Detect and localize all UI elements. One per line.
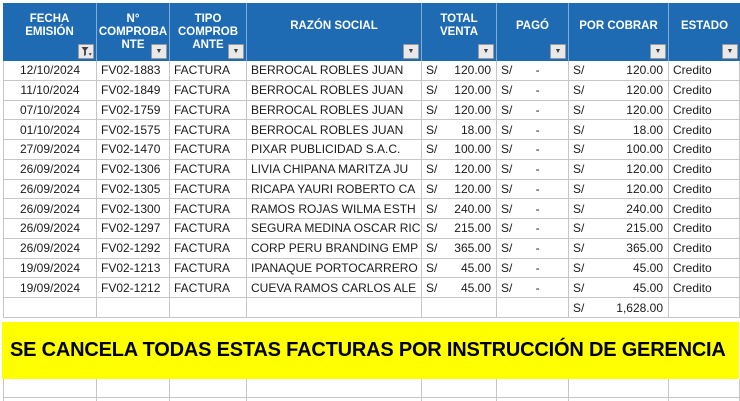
cell-pago[interactable] xyxy=(497,81,569,101)
cancellation-banner-text: SE CANCELA TODAS ESTAS FACTURAS POR INSTRUCCIÓN DE GERENCIA xyxy=(10,339,726,361)
currency-symbol: S/ xyxy=(573,221,585,236)
empty-cell[interactable] xyxy=(3,298,97,318)
cell-fecha-emision[interactable]: 26/09/2024 xyxy=(3,219,97,239)
por-cobrar-value: 120.00 xyxy=(626,181,663,196)
cell-razon-social[interactable]: PIXAR PUBLICIDAD S.A.C. xyxy=(247,140,422,160)
cell-numero-comprobante[interactable]: FV02-1213 xyxy=(97,259,170,279)
invoice-table xyxy=(3,3,740,318)
currency-symbol: S/ xyxy=(501,280,513,295)
cell-fecha-emision[interactable]: 26/09/2024 xyxy=(3,180,97,200)
pago-value: - xyxy=(535,221,540,236)
filter-dropdown-icon[interactable]: ▼ xyxy=(650,44,666,59)
currency-symbol: S/ xyxy=(426,280,438,295)
cell-total-venta[interactable] xyxy=(422,81,497,101)
cell-razon-social[interactable]: BERROCAL ROBLES JUAN xyxy=(247,81,422,101)
total-venta-value: 120.00 xyxy=(454,63,491,78)
cell-numero-comprobante[interactable]: FV02-1292 xyxy=(97,239,170,259)
table-row[interactable] xyxy=(3,160,740,180)
currency-symbol: S/ xyxy=(573,142,585,157)
por-cobrar-value: 18.00 xyxy=(632,122,663,137)
por-cobrar-value: 240.00 xyxy=(626,201,663,216)
cell-fecha-emision[interactable]: 26/09/2024 xyxy=(3,239,97,259)
cell-tipo-comprobante[interactable]: FACTURA xyxy=(170,199,247,219)
cell-total-venta[interactable] xyxy=(422,160,497,180)
empty-cell[interactable] xyxy=(3,379,97,398)
cell-total-venta[interactable] xyxy=(422,140,497,160)
pago-value: - xyxy=(535,162,540,177)
cancellation-banner[interactable] xyxy=(2,322,739,379)
cell-fecha-emision[interactable]: 19/09/2024 xyxy=(3,278,97,298)
cell-fecha-emision[interactable]: 01/10/2024 xyxy=(3,120,97,140)
cell-estado[interactable]: Credito xyxy=(669,180,740,200)
cell-por-cobrar[interactable] xyxy=(569,180,669,200)
currency-symbol: S/ xyxy=(501,241,513,256)
cell-pago[interactable] xyxy=(497,180,569,200)
currency-symbol: S/ xyxy=(501,102,513,117)
empty-cell[interactable] xyxy=(669,379,740,398)
cell-total-venta[interactable] xyxy=(422,278,497,298)
currency-symbol: S/ xyxy=(573,181,585,196)
currency-symbol: S/ xyxy=(426,241,438,256)
por-cobrar-value: 45.00 xyxy=(632,280,663,295)
table-row[interactable] xyxy=(3,278,740,298)
cell-por-cobrar[interactable] xyxy=(569,81,669,101)
total-venta-value: 120.00 xyxy=(454,181,491,196)
cell-tipo-comprobante[interactable]: FACTURA xyxy=(170,259,247,279)
currency-symbol: S/ xyxy=(426,63,438,78)
cell-tipo-comprobante[interactable]: FACTURA xyxy=(170,120,247,140)
empty-row xyxy=(3,379,740,398)
cell-pago[interactable] xyxy=(497,259,569,279)
total-venta-value: 120.00 xyxy=(454,102,491,117)
por-cobrar-value: 45.00 xyxy=(632,260,663,275)
total-por-cobrar-value: 1,628.00 xyxy=(616,300,663,315)
empty-cell[interactable] xyxy=(170,379,247,398)
table-row[interactable] xyxy=(3,219,740,239)
header-label: N° xyxy=(126,12,140,25)
header-label: NTE xyxy=(121,38,145,51)
currency-symbol: S/ xyxy=(573,83,585,98)
currency-symbol: S/ xyxy=(573,201,585,216)
filter-dropdown-icon[interactable]: ▼ xyxy=(228,44,244,59)
cell-razon-social[interactable]: RICAPA YAURI ROBERTO CA xyxy=(247,180,422,200)
header-label: TOTAL xyxy=(440,13,478,25)
currency-symbol: S/ xyxy=(426,201,438,216)
cell-pago[interactable] xyxy=(497,239,569,259)
currency-symbol: S/ xyxy=(573,122,585,137)
currency-symbol: S/ xyxy=(501,142,513,157)
cell-estado[interactable]: Credito xyxy=(669,259,740,279)
empty-cell[interactable] xyxy=(170,298,247,318)
currency-symbol: S/ xyxy=(426,260,438,275)
pago-value: - xyxy=(535,260,540,275)
cell-tipo-comprobante[interactable]: FACTURA xyxy=(170,239,247,259)
cell-razon-social[interactable]: SEGURA MEDINA OSCAR RIC xyxy=(247,219,422,239)
pago-value: - xyxy=(535,63,540,78)
cell-pago[interactable] xyxy=(497,199,569,219)
filter-dropdown-icon[interactable]: ▼ xyxy=(151,44,167,59)
cell-estado[interactable]: Credito xyxy=(669,101,740,121)
pago-value: - xyxy=(535,280,540,295)
header-pago[interactable] xyxy=(497,3,569,61)
pago-value: - xyxy=(535,201,540,216)
cell-numero-comprobante[interactable]: FV02-1212 xyxy=(97,278,170,298)
por-cobrar-value: 365.00 xyxy=(626,241,663,256)
cell-razon-social[interactable]: LIVIA CHIPANA MARITZA JU xyxy=(247,160,422,180)
cell-estado[interactable]: Credito xyxy=(669,278,740,298)
currency-symbol: S/ xyxy=(426,142,438,157)
cell-tipo-comprobante[interactable]: FACTURA xyxy=(170,160,247,180)
empty-cell[interactable] xyxy=(669,298,740,318)
cell-pago[interactable] xyxy=(497,120,569,140)
cell-pago[interactable] xyxy=(497,278,569,298)
currency-symbol: S/ xyxy=(573,63,585,78)
cell-fecha-emision[interactable]: 26/09/2024 xyxy=(3,199,97,219)
header-label: TIPO xyxy=(194,12,222,25)
cell-tipo-comprobante[interactable]: FACTURA xyxy=(170,180,247,200)
cell-por-cobrar[interactable] xyxy=(569,61,669,81)
currency-symbol: S/ xyxy=(573,241,585,256)
table-row[interactable] xyxy=(3,101,740,121)
empty-cell[interactable] xyxy=(497,379,569,398)
table-row[interactable] xyxy=(3,61,740,81)
pago-value: - xyxy=(535,83,540,98)
currency-symbol: S/ xyxy=(501,162,513,177)
cell-total-venta[interactable] xyxy=(422,239,497,259)
table-row[interactable] xyxy=(3,120,740,140)
header-label: PAGÓ xyxy=(515,19,549,32)
cell-estado[interactable]: Credito xyxy=(669,199,740,219)
cell-tipo-comprobante[interactable]: FACTURA xyxy=(170,81,247,101)
cell-total-venta[interactable] xyxy=(422,219,497,239)
cell-pago[interactable] xyxy=(497,61,569,81)
por-cobrar-value: 120.00 xyxy=(626,83,663,98)
cell-fecha-emision[interactable]: 07/10/2024 xyxy=(3,101,97,121)
por-cobrar-value: 100.00 xyxy=(626,142,663,157)
empty-cell[interactable] xyxy=(97,298,170,318)
empty-cell[interactable] xyxy=(569,379,669,398)
cell-pago[interactable] xyxy=(497,160,569,180)
table-row[interactable] xyxy=(3,140,740,160)
cell-numero-comprobante[interactable]: FV02-1883 xyxy=(97,61,170,81)
header-label: FECHA xyxy=(29,13,70,25)
filter-funnel-icon[interactable] xyxy=(78,44,94,59)
cell-por-cobrar[interactable] xyxy=(569,199,669,219)
cell-tipo-comprobante[interactable]: FACTURA xyxy=(170,278,247,298)
currency-symbol: S/ xyxy=(573,102,585,117)
header-total-venta[interactable] xyxy=(422,3,497,61)
pago-value: - xyxy=(535,102,540,117)
cell-total-venta[interactable] xyxy=(422,61,497,81)
currency-symbol: S/ xyxy=(426,162,438,177)
cell-pago[interactable] xyxy=(497,140,569,160)
cell-por-cobrar[interactable] xyxy=(569,120,669,140)
por-cobrar-value: 120.00 xyxy=(626,63,663,78)
currency-symbol: S/ xyxy=(426,221,438,236)
currency-symbol: S/ xyxy=(573,260,585,275)
cell-estado[interactable]: Credito xyxy=(669,61,740,81)
cell-tipo-comprobante[interactable]: FACTURA xyxy=(170,219,247,239)
pago-value: - xyxy=(535,142,540,157)
total-venta-value: 120.00 xyxy=(454,83,491,98)
cell-fecha-emision[interactable]: 12/10/2024 xyxy=(3,61,97,81)
total-row xyxy=(3,298,740,318)
cell-numero-comprobante[interactable]: FV02-1759 xyxy=(97,101,170,121)
cell-numero-comprobante[interactable]: FV02-1575 xyxy=(97,120,170,140)
cell-fecha-emision[interactable]: 26/09/2024 xyxy=(3,160,97,180)
currency-symbol: S/ xyxy=(501,260,513,275)
currency-symbol: S/ xyxy=(426,83,438,98)
total-venta-value: 120.00 xyxy=(454,162,491,177)
currency-symbol: S/ xyxy=(426,102,438,117)
header-numero-comprobante[interactable] xyxy=(97,3,170,61)
currency-symbol: S/ xyxy=(426,181,438,196)
cell-estado[interactable]: Credito xyxy=(669,219,740,239)
header-label: EMISIÓN xyxy=(25,26,74,38)
cell-numero-comprobante[interactable]: FV02-1849 xyxy=(97,81,170,101)
header-razon-social[interactable] xyxy=(247,3,422,61)
por-cobrar-value: 215.00 xyxy=(626,221,663,236)
empty-cell[interactable] xyxy=(247,379,422,398)
pago-value: - xyxy=(535,122,540,137)
total-venta-value: 45.00 xyxy=(460,280,491,295)
cell-numero-comprobante[interactable]: FV02-1300 xyxy=(97,199,170,219)
cell-total-venta[interactable] xyxy=(422,199,497,219)
cell-estado[interactable]: Credito xyxy=(669,160,740,180)
cell-por-cobrar[interactable] xyxy=(569,101,669,121)
empty-rows-area xyxy=(3,379,740,401)
por-cobrar-value: 120.00 xyxy=(626,102,663,117)
total-venta-value: 45.00 xyxy=(460,260,491,275)
table-row[interactable] xyxy=(3,81,740,101)
cell-por-cobrar[interactable] xyxy=(569,219,669,239)
cell-por-cobrar[interactable] xyxy=(569,259,669,279)
cell-numero-comprobante[interactable]: FV02-1306 xyxy=(97,160,170,180)
empty-cell[interactable] xyxy=(422,379,497,398)
filter-dropdown-icon[interactable]: ▼ xyxy=(478,44,494,59)
cell-numero-comprobante[interactable]: FV02-1470 xyxy=(97,140,170,160)
cell-estado[interactable]: Credito xyxy=(669,140,740,160)
cell-fecha-emision[interactable]: 11/10/2024 xyxy=(3,81,97,101)
cell-total-venta[interactable] xyxy=(422,259,497,279)
cell-tipo-comprobante[interactable]: FACTURA xyxy=(170,61,247,81)
cell-numero-comprobante[interactable]: FV02-1297 xyxy=(97,219,170,239)
cell-razon-social[interactable]: IPANAQUE PORTOCARRERO xyxy=(247,259,422,279)
currency-symbol: S/ xyxy=(501,181,513,196)
header-label: ANTE xyxy=(192,38,224,51)
header-label: COMPROBA xyxy=(98,25,168,38)
table-row[interactable] xyxy=(3,259,740,279)
cell-fecha-emision[interactable]: 27/09/2024 xyxy=(3,140,97,160)
cell-por-cobrar[interactable] xyxy=(569,239,669,259)
header-label: VENTA xyxy=(439,26,479,38)
currency-symbol: S/ xyxy=(501,221,513,236)
cell-razon-social[interactable]: BERROCAL ROBLES JUAN xyxy=(247,61,422,81)
currency-symbol: S/ xyxy=(501,63,513,78)
currency-symbol: S/ xyxy=(501,122,513,137)
cell-estado[interactable]: Credito xyxy=(669,120,740,140)
cell-total-venta[interactable] xyxy=(422,101,497,121)
cell-pago[interactable] xyxy=(497,101,569,121)
empty-cell[interactable] xyxy=(97,379,170,398)
table-row[interactable] xyxy=(3,239,740,259)
header-label: POR COBRAR xyxy=(579,19,658,32)
cell-razon-social[interactable]: CORP PERU BRANDING EMP xyxy=(247,239,422,259)
header-tipo-comprobante[interactable] xyxy=(170,3,247,61)
table-row[interactable] xyxy=(3,180,740,200)
header-label: ESTADO xyxy=(680,19,729,32)
header-fecha-emision[interactable] xyxy=(3,3,97,61)
currency-symbol: S/ xyxy=(573,280,585,295)
cell-estado[interactable]: Credito xyxy=(669,81,740,101)
table-header-row xyxy=(3,3,740,61)
cell-fecha-emision[interactable]: 19/09/2024 xyxy=(3,259,97,279)
total-venta-value: 365.00 xyxy=(454,241,491,256)
cell-tipo-comprobante[interactable]: FACTURA xyxy=(170,140,247,160)
cell-razon-social[interactable]: RAMOS ROJAS WILMA ESTH xyxy=(247,199,422,219)
currency-symbol: S/ xyxy=(573,162,585,177)
cell-razon-social[interactable]: BERROCAL ROBLES JUAN xyxy=(247,101,422,121)
header-label: RAZÓN SOCIAL xyxy=(290,19,378,32)
header-estado[interactable] xyxy=(669,3,740,61)
cell-total-venta[interactable] xyxy=(422,180,497,200)
filter-dropdown-icon[interactable]: ▼ xyxy=(550,44,566,59)
cell-por-cobrar[interactable] xyxy=(569,140,669,160)
header-por-cobrar[interactable] xyxy=(569,3,669,61)
pago-value: - xyxy=(535,241,540,256)
cell-por-cobrar[interactable] xyxy=(569,160,669,180)
cell-razon-social[interactable]: CUEVA RAMOS CARLOS ALE xyxy=(247,278,422,298)
cell-tipo-comprobante[interactable]: FACTURA xyxy=(170,101,247,121)
filter-dropdown-icon[interactable]: ▼ xyxy=(403,44,419,59)
cell-numero-comprobante[interactable]: FV02-1305 xyxy=(97,180,170,200)
table-body xyxy=(3,61,740,298)
empty-cell[interactable] xyxy=(247,298,422,318)
cell-por-cobrar[interactable] xyxy=(569,278,669,298)
total-venta-value: 18.00 xyxy=(460,122,491,137)
cell-razon-social[interactable]: BERROCAL ROBLES JUAN xyxy=(247,120,422,140)
cell-pago[interactable] xyxy=(497,219,569,239)
filter-dropdown-icon[interactable]: ▼ xyxy=(722,44,738,59)
empty-cell[interactable] xyxy=(497,298,569,318)
total-venta-value: 100.00 xyxy=(454,142,491,157)
total-venta-value: 215.00 xyxy=(454,221,491,236)
currency-symbol: S/ xyxy=(501,83,513,98)
empty-cell[interactable] xyxy=(422,298,497,318)
cell-estado[interactable]: Credito xyxy=(669,239,740,259)
currency-symbol: S/ xyxy=(426,122,438,137)
table-row[interactable] xyxy=(3,199,740,219)
pago-value: - xyxy=(535,181,540,196)
por-cobrar-value: 120.00 xyxy=(626,162,663,177)
total-venta-value: 240.00 xyxy=(454,201,491,216)
total-por-cobrar-cell[interactable] xyxy=(569,298,669,318)
header-label: COMPROB xyxy=(177,25,239,38)
currency-symbol: S/ xyxy=(501,201,513,216)
currency-symbol: S/ xyxy=(573,300,585,315)
cell-total-venta[interactable] xyxy=(422,120,497,140)
